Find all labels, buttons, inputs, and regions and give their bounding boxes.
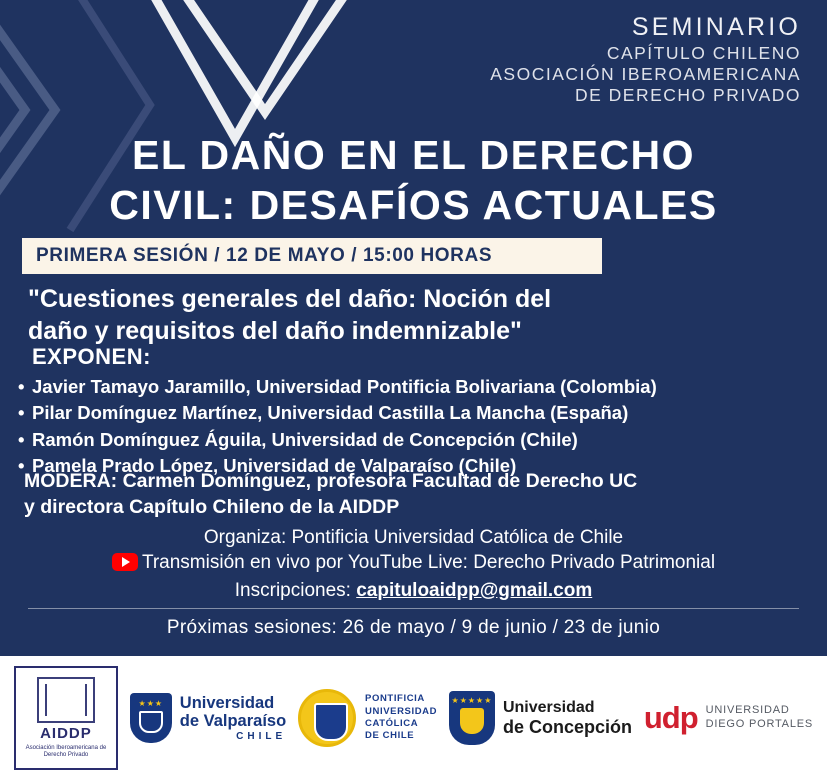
broadcast-label: Transmisión en vivo por YouTube Live: Derecho Privado Patrimonial [141, 552, 716, 573]
list-item [18, 374, 818, 400]
udp-line-2: DIEGO PORTALES [705, 718, 814, 730]
bullet-icon: • [18, 428, 25, 450]
registration-label: Inscripciones: [234, 580, 351, 601]
puc-wordmark [365, 693, 437, 742]
speakers-label: EXPONEN: [32, 344, 151, 369]
valparaiso-shield-inner [139, 711, 163, 733]
bullet-icon: • [18, 402, 25, 424]
sponsor-logo-strip [0, 656, 827, 780]
udp-acronym: udp [643, 700, 698, 735]
concepcion-line-2: de Concepción [502, 716, 632, 737]
valparaiso-stars: ★★★ [138, 699, 164, 708]
session-bar: PRIMERA SESIÓN / 12 DE MAYO / 15:00 HORAS [22, 238, 602, 274]
broadcast-text [0, 552, 827, 574]
title-line-2: CIVIL: DESAFÍOS ACTUALES [109, 182, 718, 229]
speaker-name: Pilar Domínguez Martínez, Universidad Castilla La Mancha (España) [32, 402, 629, 424]
session-topic [28, 283, 728, 347]
header-line-derecho-privado: DE DERECHO PRIVADO [574, 85, 801, 106]
puc-line-1: PONTIFICIA [365, 693, 425, 705]
udp-wordmark [706, 704, 813, 732]
valparaiso-shield-icon [130, 693, 172, 743]
upcoming-sessions: Próximas sesiones: 26 de mayo / 9 de junio / 23 de junio [166, 617, 661, 638]
list-item [18, 427, 818, 453]
organizer-text: Organiza: Pontificia Universidad Católica de Chile [203, 527, 624, 548]
puc-line-2: UNIVERSIDAD [365, 705, 438, 717]
divider [28, 608, 799, 609]
valparaiso-line-2: de Valparaíso [179, 712, 287, 731]
moderator-block [24, 468, 814, 521]
valparaiso-wordmark [180, 694, 286, 742]
valparaiso-line-3: CHILE [236, 730, 287, 742]
concepcion-crest-inner [460, 708, 484, 734]
concepcion-stars: ★★★★★ [451, 696, 493, 705]
concepcion-crest-icon [449, 691, 495, 745]
list-item [18, 400, 818, 426]
speaker-name: Pamela Prado López, Universidad de Valparaíso (Chile) [32, 454, 517, 476]
logo-universidad-de-concepcion [449, 691, 632, 745]
speaker-name: Ramón Domínguez Águila, Universidad de Concepción (Chile) [32, 428, 578, 450]
logo-universidad-de-valparaiso [130, 693, 286, 743]
speakers-list [18, 374, 818, 479]
aiddp-acronym: AIDDP [40, 724, 92, 742]
puc-line-3: CATÓLICA [365, 718, 419, 729]
concepcion-wordmark [503, 699, 632, 737]
session-topic-line-2: daño y requisitos del daño indemnizable" [28, 317, 522, 345]
header-line-asociacion: ASOCIACIÓN IBEROAMERICANA [490, 63, 801, 84]
logo-aiddp [14, 666, 118, 770]
concepcion-line-1: Universidad [502, 698, 595, 716]
puc-crest-icon [298, 689, 356, 747]
speaker-name: Javier Tamayo Jaramillo, Universidad Pontificia Bolivariana (Colombia) [32, 376, 657, 397]
bullet-icon: • [18, 454, 25, 476]
logo-universidad-diego-portales [644, 700, 813, 736]
header-line-seminario: SEMINARIO [631, 13, 801, 41]
header-line-capitulo: CAPÍTULO CHILENO [606, 42, 801, 63]
title-line-1: EL DAÑO EN EL DERECHO [131, 132, 696, 178]
aiddp-subtitle: Asociación Iberoamericana de Derecho Privado [25, 744, 107, 758]
registration-text [0, 580, 827, 602]
registration-email-link[interactable]: capituloaidpp@gmail.com [356, 580, 593, 601]
session-topic-line-1: "Cuestiones generales del daño: Noción del [28, 285, 552, 313]
bullet-icon: • [18, 376, 25, 397]
moderator-line-1: MODERA: Carmen Domínguez, profesora Facultad de Derecho UC [24, 470, 638, 492]
valparaiso-line-1: Universidad [179, 693, 275, 712]
puc-line-4: DE CHILE [365, 730, 415, 742]
poster-header [490, 12, 801, 107]
youtube-icon [112, 553, 138, 571]
aiddp-emblem-icon [37, 677, 95, 723]
logo-pontificia-universidad-catolica [298, 689, 437, 747]
moderator-line-2: y directora Capítulo Chileno de la AIDDP [24, 496, 400, 519]
page-title [0, 130, 827, 230]
udp-line-1: UNIVERSIDAD [705, 704, 790, 717]
